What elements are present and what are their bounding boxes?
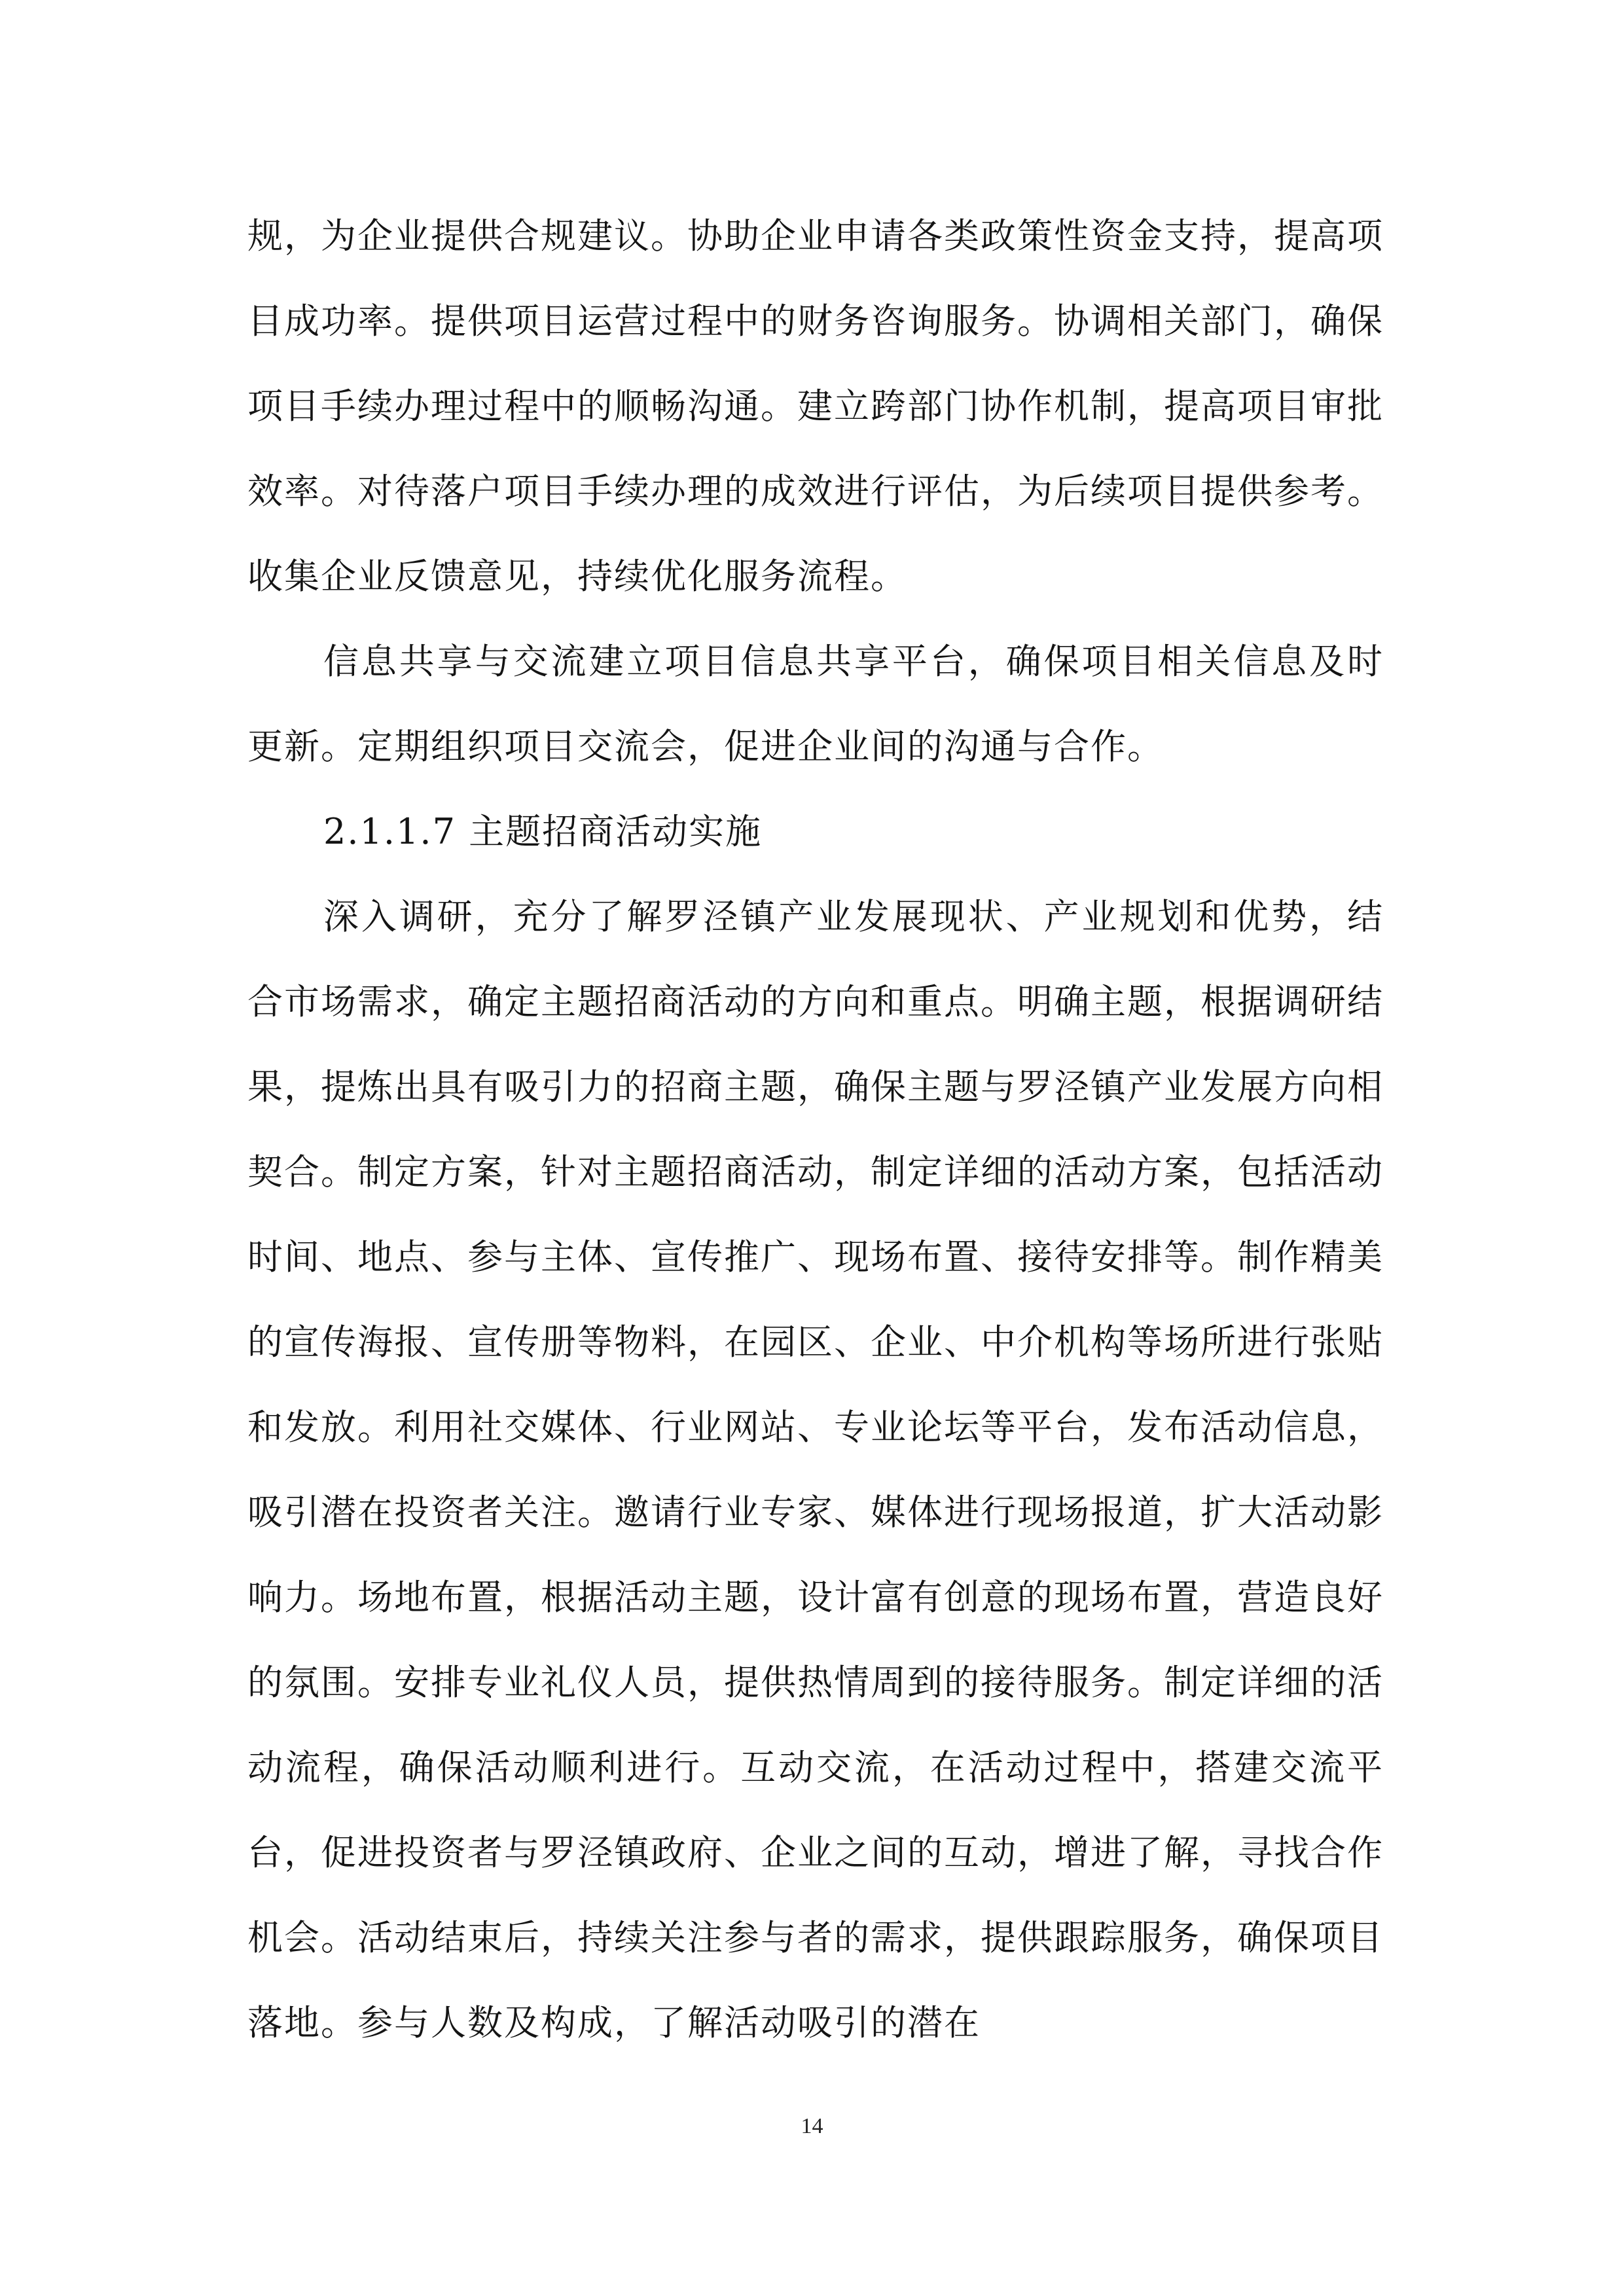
section-heading: 2.1.1.7 主题招商活动实施 — [323, 811, 763, 852]
page-number: 14 — [801, 2114, 823, 2138]
paragraph-theme-investment: 深入调研，充分了解罗泾镇产业发展现状、产业规划和优势，结合市场需求，确定主题招商活动的方向和重点。明确主题，根据调研结果，提炼出具有吸引力的招商主题，确保主题与罗泾镇产业发展方向相契合。制定方案，针对主题招商活动，制定详细的活动方案，包括活动时间、地点、参与主体、宣传推广、现场布置、接待安排等。制作精美的宣传海报、宣传册等物料，在园区、企业、中介机构等场所进行张贴和发放。利用社交媒体、行业网站、专业论坛等平台，发布活动信息，吸引潜在投资者关注。邀请行业专家、媒体进行现场报道，扩大活动影响力。场地布置，根据活动主题，设计富有创意的现场布置，营造良好的氛围。安排专业礼仪人员，提供热情周到的接待服务。制定详细的活动流程，确保活动顺利进行。互动交流，在活动过程中，搭建交流平台，促进投资者与罗泾镇政府、企业之间的互动，增进了解，寻找合作机会。活动结束后，持续关注参与者的需求，提供跟踪服务，确保项目落地。参与人数及构成，了解活动吸引的潜在 — [247, 896, 1384, 2043]
paragraph-info-sharing: 信息共享与交流建立项目信息共享平台，确保项目相关信息及时更新。定期组织项目交流会，促进企业间的沟通与合作。 — [247, 641, 1384, 767]
paragraph-continuation: 规，为企业提供合规建议。协助企业申请各类政策性资金支持，提高项目成功率。提供项目运营过程中的财务咨询服务。协调相关部门，确保项目手续办理过程中的顺畅沟通。建立跨部门协作机制，提高项目审批效率。对待落户项目手续办理的成效进行评估，为后续项目提供参考。收集企业反馈意见，持续优化服务流程。 — [247, 215, 1384, 597]
body-text — [247, 194, 1384, 2066]
